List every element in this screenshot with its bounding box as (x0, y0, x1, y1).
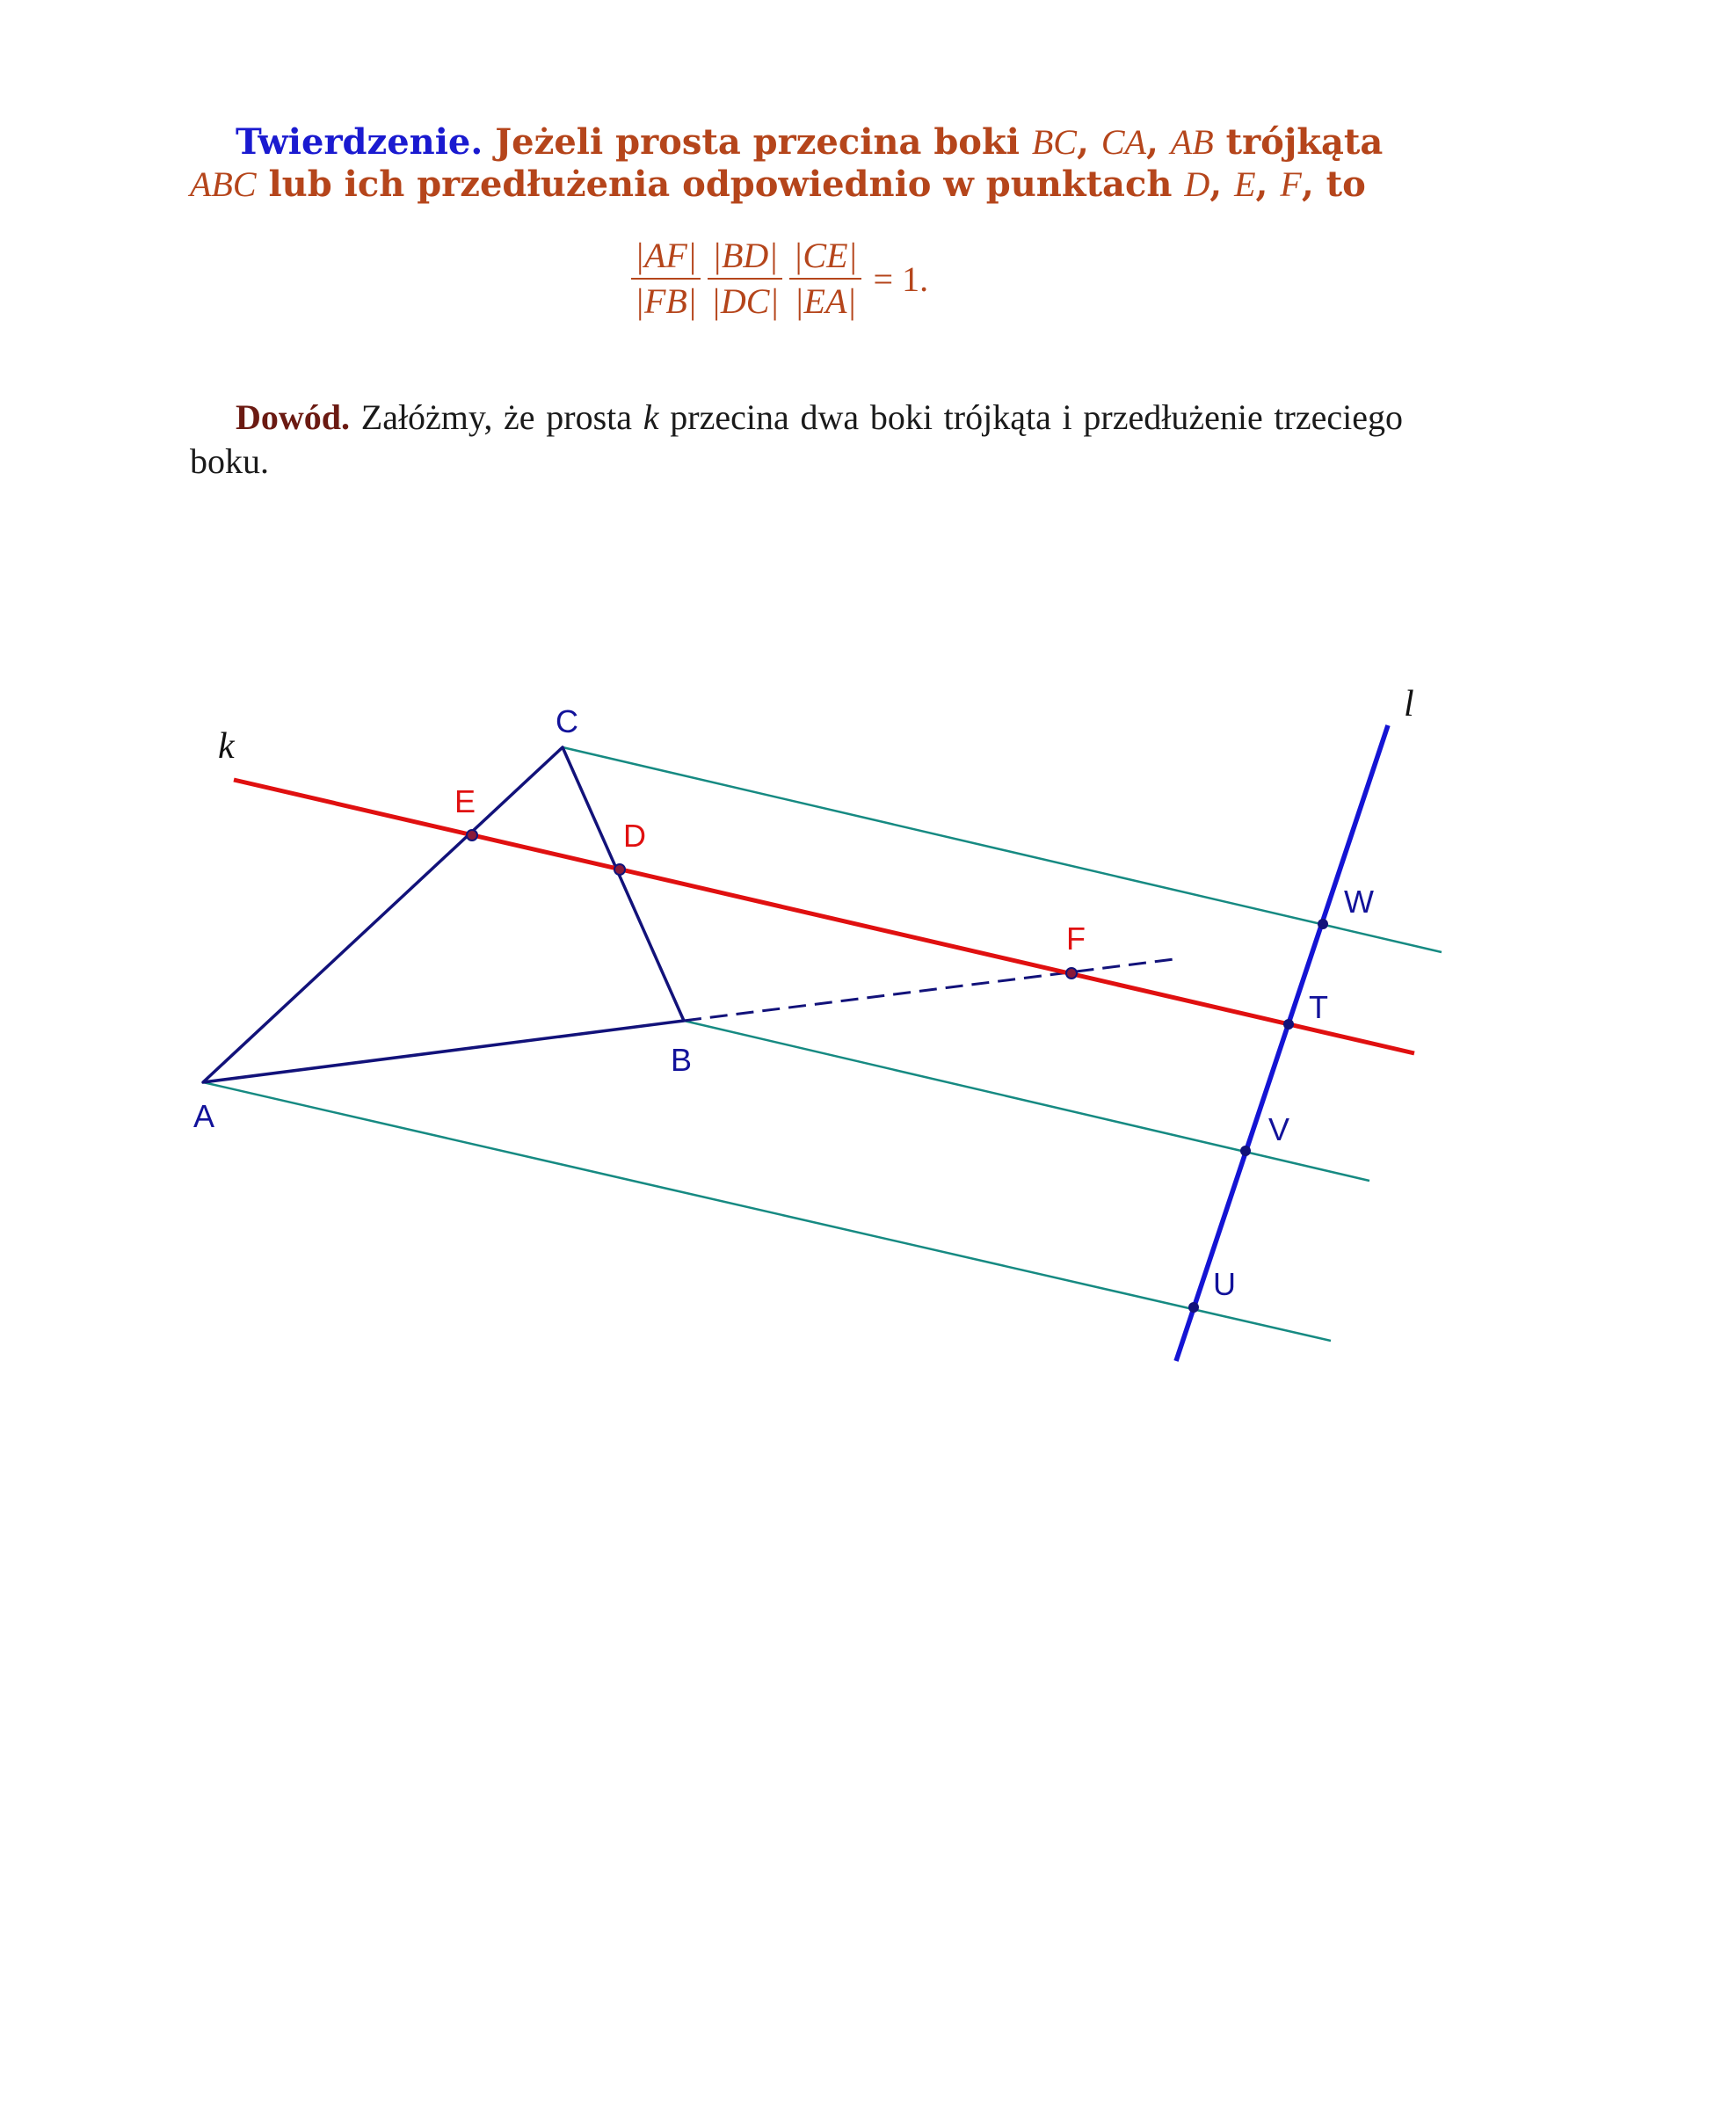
denominator: |EA| (794, 281, 857, 321)
math-e: E (1234, 164, 1256, 204)
theorem-text: trójkąta (1213, 121, 1384, 163)
triangle-abc (203, 747, 684, 1082)
point-e-label: E (454, 783, 476, 819)
math-ca: CA (1100, 122, 1146, 162)
line-k-label: k (218, 726, 235, 767)
extension-of-ab (684, 959, 1174, 1021)
line-l-label: l (1404, 684, 1414, 724)
parallel-line-through-c (563, 747, 1442, 952)
point-b-label: B (671, 1042, 693, 1078)
point-u-marker (1188, 1302, 1199, 1313)
math-abc: ABC (190, 164, 257, 204)
line-k (234, 780, 1414, 1053)
point-v-marker (1240, 1146, 1251, 1156)
point-u-label: U (1213, 1266, 1236, 1302)
point-d-marker (614, 864, 625, 875)
point-f-label: F (1066, 921, 1086, 957)
separator: , (1209, 164, 1235, 205)
separator: , (1145, 121, 1171, 163)
point-t-marker (1283, 1019, 1294, 1030)
separator: , (1255, 164, 1281, 205)
parallel-line-through-a (203, 1082, 1331, 1341)
math-f: F (1280, 164, 1302, 204)
math-ab: AB (1170, 122, 1214, 162)
proof-text: Załóżmy, że prosta (350, 397, 643, 437)
line-l (1176, 725, 1388, 1361)
point-e-marker (467, 830, 477, 840)
point-w-label: W (1344, 884, 1374, 920)
theorem-label: Twierdzenie. (236, 121, 483, 163)
point-w-marker (1318, 919, 1328, 929)
numerator: |AF| (635, 236, 697, 275)
point-v-label: V (1268, 1111, 1290, 1147)
math-k: k (643, 397, 659, 437)
theorem-text: lub ich przedłużenia odpowiednio w punktach (256, 164, 1185, 205)
math-bc: BC (1031, 122, 1077, 162)
denominator: |DC| (710, 281, 780, 321)
point-f-marker (1066, 968, 1077, 979)
separator: , (1076, 121, 1101, 163)
numerator: |BD| (711, 236, 779, 275)
theorem-text: , to (1301, 164, 1366, 205)
formula-rhs: = 1. (873, 258, 929, 299)
numerator: |CE| (793, 236, 858, 275)
parallel-line-through-b (684, 1021, 1369, 1181)
denominator: |FB| (635, 281, 697, 321)
proof-text: przecina dwa boki trójkąta i przedłużenie trzeciego boku. (190, 397, 1403, 481)
point-a-label: A (193, 1098, 215, 1134)
point-t-label: T (1309, 989, 1328, 1025)
point-c-label: C (556, 703, 578, 739)
proof-label: Dowód. (236, 397, 351, 437)
math-d: D (1184, 164, 1210, 204)
point-d-label: D (623, 818, 646, 854)
theorem-text: Jeżeli prosta przecina boki (483, 121, 1032, 163)
